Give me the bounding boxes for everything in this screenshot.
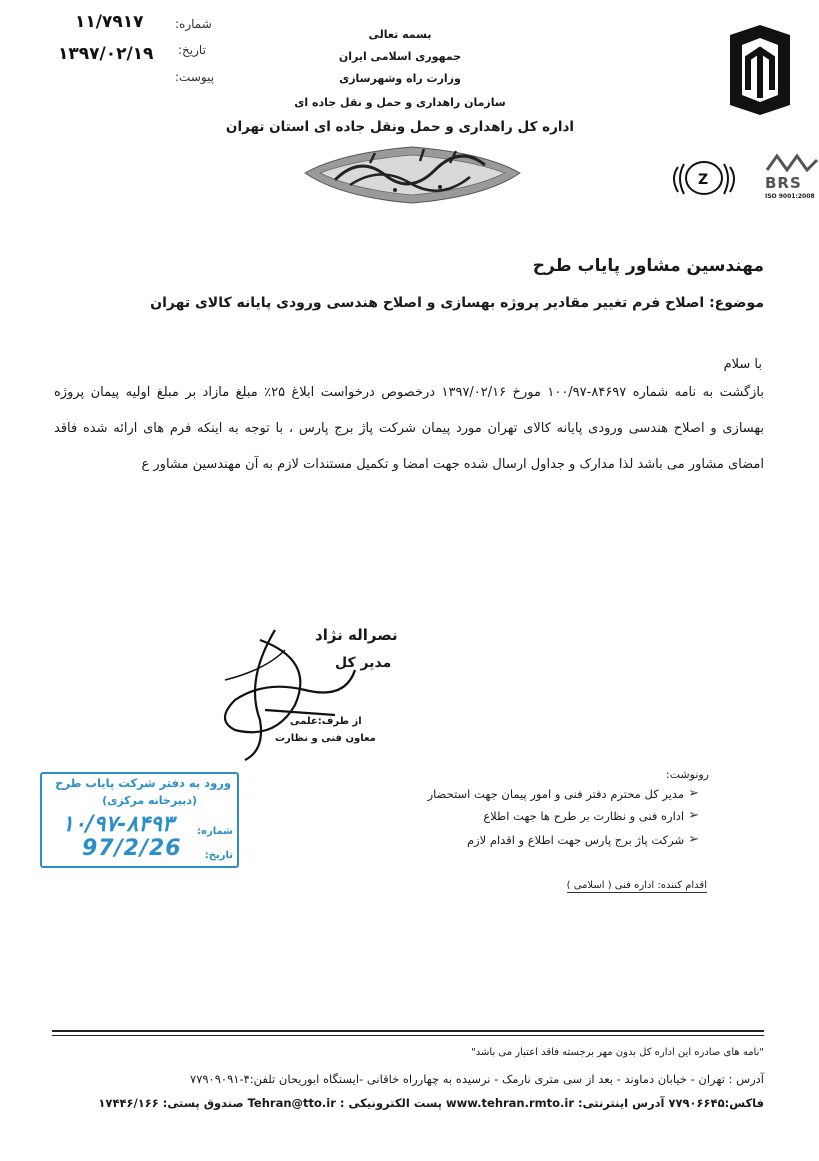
- letter-number: ۱۱/۷۹۱۷: [75, 12, 144, 32]
- ministry-name: وزارت راه وشهرسازی: [339, 72, 461, 85]
- footer-rule: [52, 1030, 764, 1032]
- action-by: اقدام کننده: اداره فنی ( اسلامی ): [566, 880, 707, 891]
- cc-item: [483, 808, 699, 823]
- stamp-number-label: شماره:: [197, 826, 233, 837]
- cc-item-text: شرکت پاژ برج پارس جهت اطلاع و اقدام لازم: [466, 832, 685, 847]
- cc-item: [428, 786, 699, 801]
- arrow-bullet-icon: ➢: [688, 808, 699, 823]
- stamp-date: 97/2/26: [82, 836, 182, 861]
- signatory-title: مدیر کل: [335, 655, 392, 671]
- basmala: بسمه تعالی: [368, 28, 432, 41]
- receipt-stamp: [40, 772, 239, 868]
- brs-iso-logo: [765, 152, 819, 204]
- letter-date: ۱۳۹۷/۰۲/۱۹: [58, 44, 154, 64]
- cc-label: رونوشت:: [665, 768, 709, 781]
- arrow-bullet-icon: ➢: [688, 832, 699, 847]
- organization-logo-icon: [720, 20, 800, 120]
- stamp-date-label: تاریخ:: [204, 850, 233, 861]
- arrow-bullet-icon: ➢: [688, 786, 699, 801]
- deputy-title: معاون فنی و نظارت: [275, 733, 376, 744]
- brs-text: BRS: [765, 174, 802, 192]
- emblem-logo-icon: [668, 152, 740, 202]
- letter-body: بازگشت به نامه شماره ۸۴۶۹۷-۱۰۰/۹۷ مورخ ۱۳۹۷/۰۲/۱۶ درخصوص درخواست ابلاغ ۲۵٪ مبلغ مازاد بر مبلغ اولیه پیمان پروژه بهسازی و اصلاح هندسی ورودی پایانه کالای تهران مورد پیمان شرکت پاژ برج پارس ، با توجه به اینکه فرم های ارائه شده فاقد امضای مشاور می باشد لذا مدارک و جداول ارسال شده جهت امضا و تکمیل مستندات لازم به آن مهندسین مشاور ع: [54, 385, 764, 472]
- cc-item-text: اداره فنی و نظارت بر طرح ها جهت اطلاع: [483, 808, 685, 823]
- footer-note: "نامه های صادره این اداره کل بدون مهر برجسته فاقد اعتبار می باشد": [471, 1047, 764, 1058]
- stamp-subtitle: (دبیرخانه مرکزی): [102, 794, 197, 807]
- cc-item-text: مدیر کل محترم دفتر فنی و امور پیمان جهت استحضار: [427, 786, 685, 801]
- attachment-label: پیوست:: [175, 70, 215, 84]
- calligraphy-banner: [300, 135, 525, 210]
- greeting: با سلام: [723, 357, 762, 372]
- stamp-title: ورود به دفتر شرکت پایاب طرح: [55, 776, 231, 790]
- brs-roof-icon: [765, 152, 819, 172]
- footer-rule-thin: [52, 1035, 764, 1036]
- subject-line: موضوع: اصلاح فرم تغییر مقادیر پروژه بهسازی و اصلاح هندسی ورودی پایانه کالای تهران: [150, 295, 764, 311]
- iso-text: ISO 9001:2008: [765, 193, 815, 200]
- country-name: جمهوری اسلامی ایران: [338, 50, 462, 63]
- department-name: اداره کل راهداری و حمل ونقل جاده ای استان تهران: [225, 119, 575, 135]
- svg-text:Z: Z: [698, 172, 709, 188]
- signatory-name: نصراله نژاد: [315, 626, 398, 644]
- recipient: مهندسین مشاور پایاب طرح: [532, 256, 764, 276]
- cc-item: [467, 832, 699, 847]
- organization-name: سازمان راهداری و حمل و نقل جاده ای: [294, 96, 506, 109]
- on-behalf-of: از طرف:علمی: [290, 716, 362, 727]
- footer-contact: فاکس:۷۷۹۰۶۶۴۵ آدرس اینترنتی: www.tehran.rmto.ir پست الکترونیکی : Tehran@tto.ir صندوق پستی: ۱۷۴۴۶/۱۶۶: [98, 1096, 764, 1110]
- number-label: شماره:: [175, 17, 212, 31]
- stamp-number: ۱۰/۹۷-۸۴۹۳: [62, 812, 174, 837]
- footer-address: آدرس : تهران - خیابان دماوند - بعد از سی متری نارمک - نرسیده به چهارراه خاقانی -ایستگاه ابوریحان تلفن:۴-۷۷۹۰۹۰۹۱: [190, 1072, 764, 1086]
- date-label: تاریخ:: [178, 43, 206, 57]
